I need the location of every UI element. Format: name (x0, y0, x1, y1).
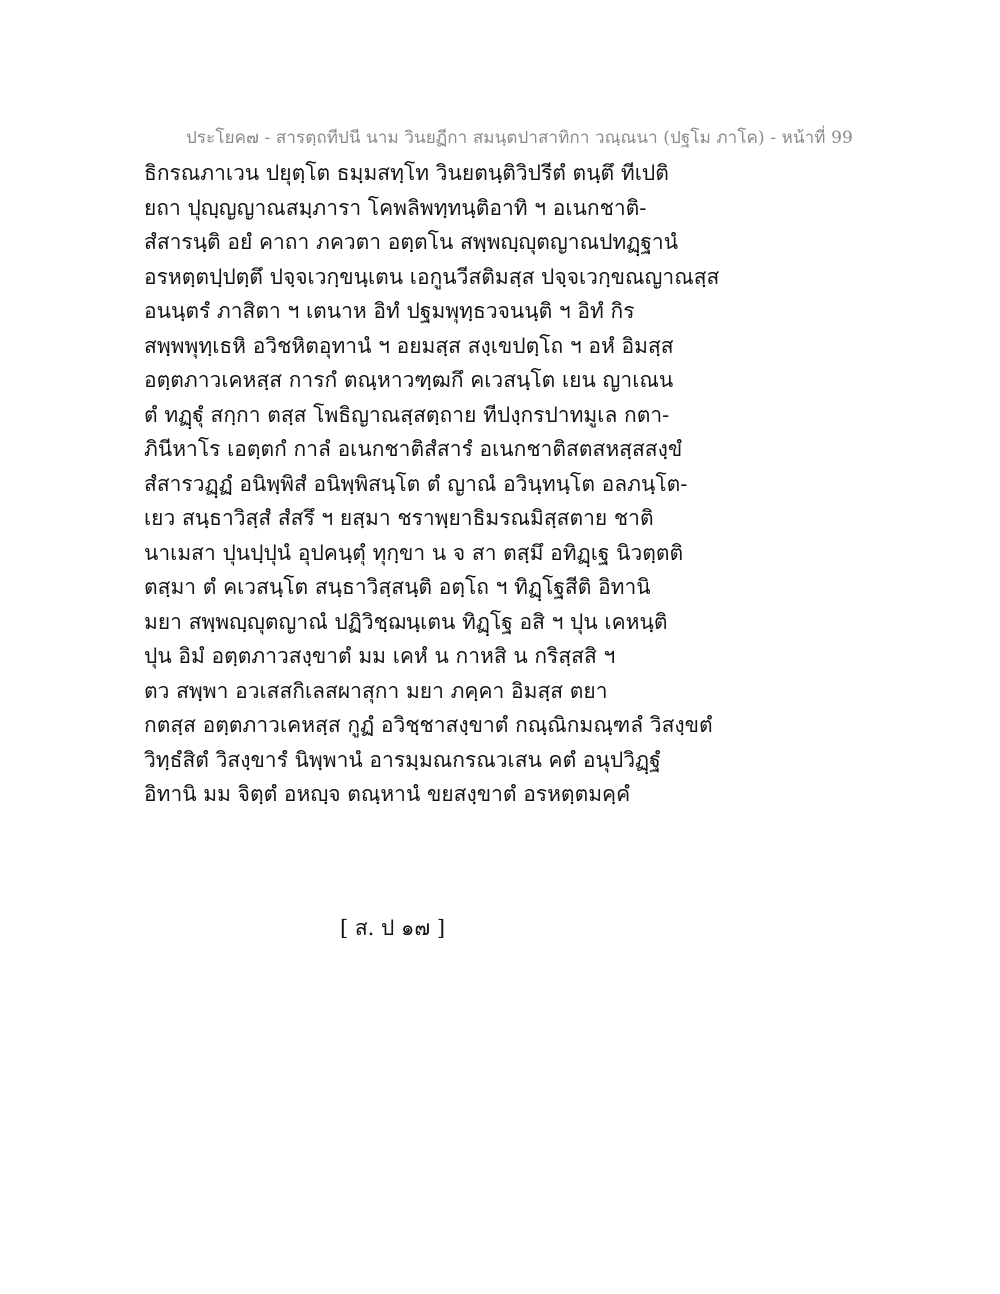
text-line: สํสารวฏฺฏํ อนิพฺพิสํ อนิพฺพิสนฺโต ตํ ญาณํ อวินฺทนฺโต อลภนฺโต- (144, 471, 688, 496)
signature-mark: [ ส. ป ๑๗ ] (340, 916, 446, 940)
text-line: อตฺตภาวเคหสฺส การกํ ตณฺหาวฑฺฒกึ คเวสนฺโต เยน ญาเณน (144, 368, 674, 392)
text-line: ภินีหาโร เอตฺตกํ กาลํ อเนกชาติสํสารํ อเนกชาติสตสหสฺสสงฺขํ (144, 437, 683, 461)
text-line: สพฺพพุทฺเธหิ อวิชหิตอุทานํ ฯ อยมสฺส สงฺเขปตฺโถ ฯ อหํ อิมสฺส (144, 333, 674, 358)
text-line: ตสฺมา ตํ คเวสนฺโต สนฺธาวิสฺสนฺติ อตฺโถ ฯ ทิฏฺโฐสีติ อิทานิ (144, 575, 651, 599)
body-text (144, 156, 720, 812)
text-line: นาเมสา ปุนปฺปุนํ อุปคนฺตุํ ทุกฺขา น จ สา ตสฺมึ อทิฏฺเฐ นิวตฺตติ (144, 540, 684, 565)
text-line: อรหตฺตปฺปตฺตึ ปจฺจเวกฺขนฺเตน เอกูนวีสติมสฺส ปจฺจเวกฺขณญาณสฺส (144, 264, 720, 289)
text-line: ปุน อิมํ อตฺตภาวสงฺขาตํ มม เคหํ น กาหสิ น กริสฺสสิ ฯ (144, 644, 616, 668)
text-line: อนนฺตรํ ภาสิตา ฯ เตนาห อิทํ ปฐมพุทฺธวจนนฺติ ฯ อิทํ กิร (144, 299, 635, 323)
text-line: มยา สพฺพญฺญุตญาณํ ปฏิวิชฺฌนฺเตน ทิฏฺโฐ อสิ ฯ ปุน เคหนฺติ (144, 609, 668, 634)
running-header: ประโยค๗ - สารตฺถทีปนี นาม วินยฏีกา สมนฺตปาสาทิกา วณฺณนา (ปฐโม ภาโค) - หน้าที่ 99 (186, 128, 853, 148)
text-line: กตสฺส อตฺตภาวเคหสฺส กูฏํ อวิชฺชาสงฺขาตํ กณฺณิกมณฺฑลํ วิสงฺขตํ (144, 713, 713, 737)
text-line: ตํ ทฏฺฐุํ สกฺกา ตสฺส โพธิญาณสฺสตฺถาย ทีปงฺกรปาทมูเล กตา- (144, 402, 670, 427)
text-line: ตว สพฺพา อวเสสกิเลสผาสุกา มยา ภคฺคา อิมสฺส ตยา (144, 678, 608, 703)
text-line: อิทานิ มม จิตฺตํ อหญฺจ ตณฺหานํ ขยสงฺขาตํ อรหตฺตมคฺคํ (144, 782, 631, 806)
text-line: ธิกรณภาเวน ปยุตฺโต ธมฺมสทฺโท วินยตนฺติวิปรีตํ ตนฺตึ ทีเปติ (144, 161, 669, 185)
text-line: ยถา ปุญฺญญาณสมฺภารา โคพลิพทฺทนฺติอาทิ ฯ อเนกชาติ- (144, 195, 647, 220)
text-line: วิทฺธํสิตํ วิสงฺขารํ นิพฺพานํ อารมฺมณกรณวเสน คตํ อนุปวิฏฺฐํ (144, 747, 661, 772)
text-line: สํสารนฺติ อยํ คาถา ภควตา อตฺตโน สพฺพญฺญุตญาณปทฏฺฐานํ (144, 230, 679, 254)
text-line: เยว สนฺธาวิสฺสํ สํสรึ ฯ ยสฺมา ชราพฺยาธิมรณมิสฺสตาย ชาติ (144, 506, 654, 530)
